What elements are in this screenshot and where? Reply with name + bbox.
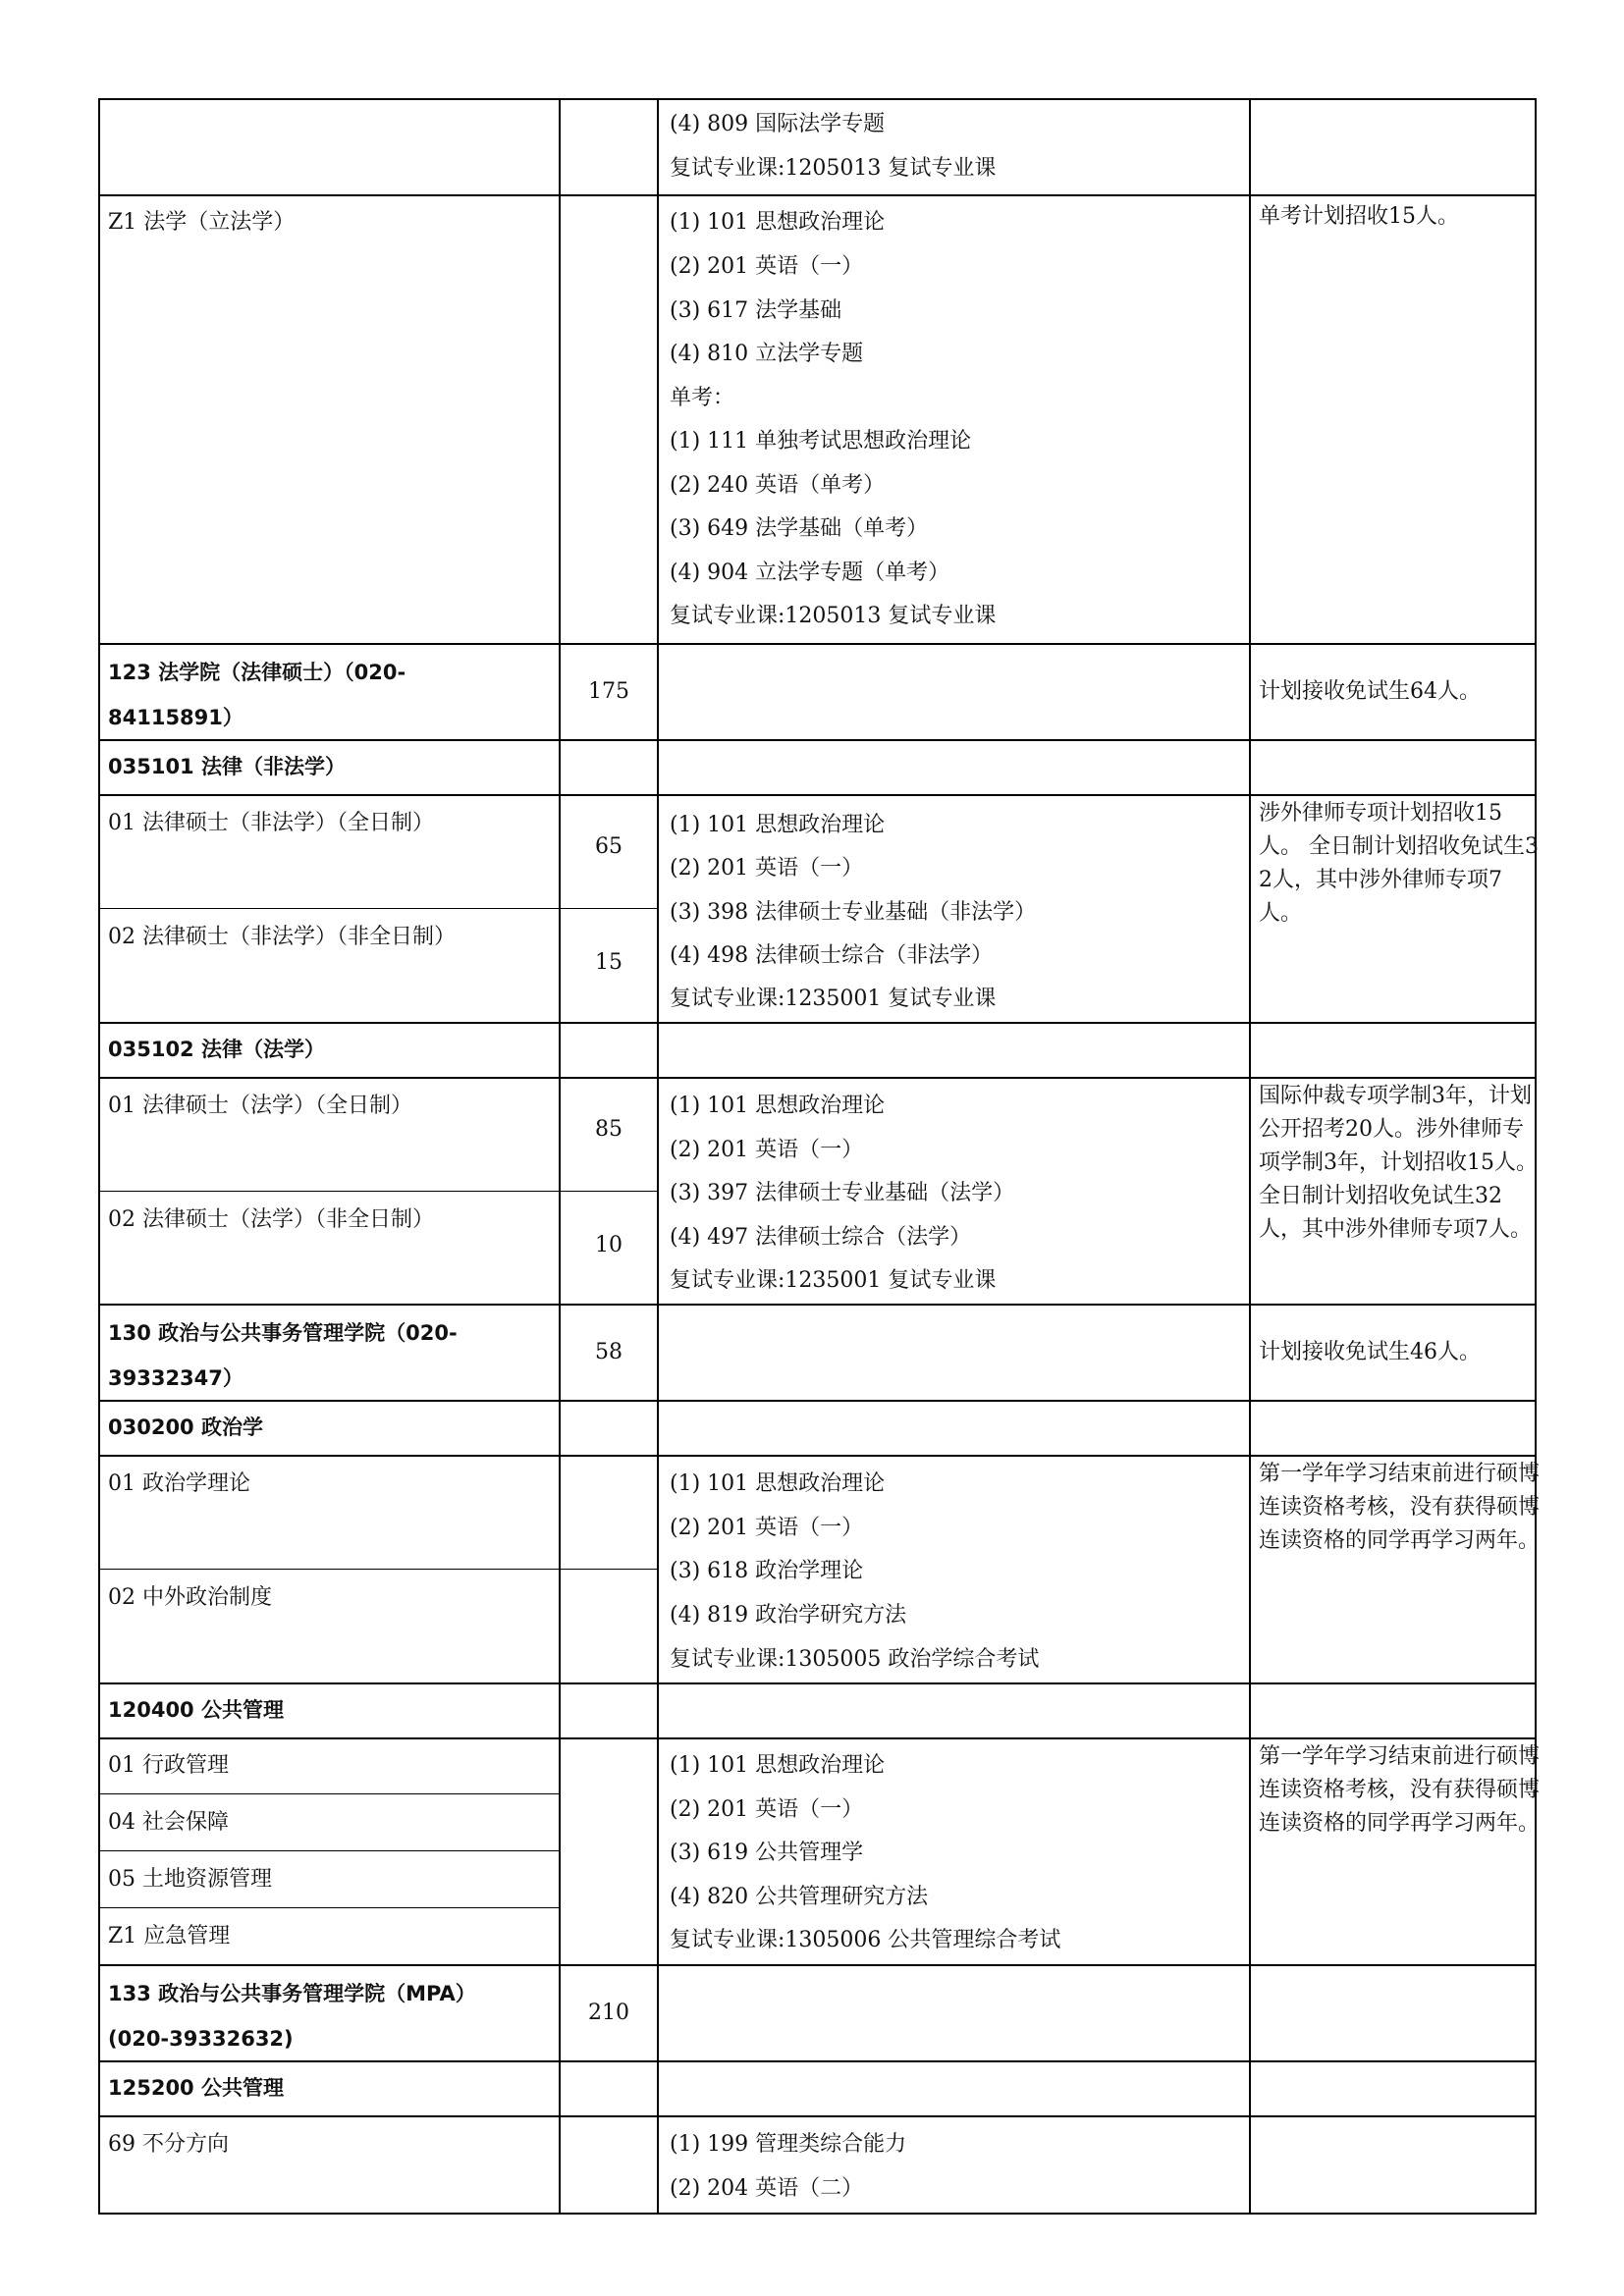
row-line <box>98 2060 1537 2062</box>
divider-col1 <box>559 98 561 2215</box>
college-phone: 39332347） <box>108 1366 244 1390</box>
enrollment-count: 175 <box>588 679 629 704</box>
retest-subject: 复试专业课:1235001 复试专业课 <box>670 1268 997 1293</box>
exam-subject: (2) 240 英语（单考） <box>670 473 886 498</box>
sub-row-line <box>98 1793 559 1794</box>
exam-subject: (3) 619 公共管理学 <box>670 1841 864 1865</box>
major-direction: 02 中外政治制度 <box>108 1585 272 1610</box>
major-code: 030200 政治学 <box>108 1415 263 1439</box>
enrollment-count: 210 <box>588 2001 629 2025</box>
enrollment-count: 58 <box>595 1340 623 1364</box>
row-line <box>98 1304 1537 1306</box>
exam-subject: (2) 201 英语（一） <box>670 1138 864 1162</box>
exam-subject: (4) 819 政治学研究方法 <box>670 1603 907 1628</box>
remark: 国际仲裁专项学制3年，计划公开招考20人。涉外律师专项学制3年，计划招收15人。全日制计划招收免试生32人，其中涉外律师专项7人。 <box>1259 1084 1538 1242</box>
enrollment-count: 65 <box>595 834 623 859</box>
row-line <box>98 2115 1537 2117</box>
row-line <box>98 194 1537 196</box>
major-direction: 05 土地资源管理 <box>108 1867 272 1892</box>
major-direction: 02 法律硕士（法学）（非全日制） <box>108 1207 434 1232</box>
sub-row-line <box>98 908 659 909</box>
major-code: 125200 公共管理 <box>108 2076 284 2100</box>
exam-subject: (3) 649 法学基础（单考） <box>670 516 929 541</box>
exam-subject: (2) 201 英语（一） <box>670 254 864 279</box>
admission-table <box>98 98 1541 2215</box>
retest-subject: 复试专业课:1205013 复试专业课 <box>670 156 997 181</box>
retest-subject: 复试专业课:1305005 政治学综合考试 <box>670 1647 1040 1672</box>
major-direction: 01 政治学理论 <box>108 1471 250 1496</box>
sub-row-line <box>98 1569 659 1570</box>
major-direction: 02 法律硕士（非法学）（非全日制） <box>108 925 456 949</box>
major-direction: Z1 法学（立法学） <box>108 210 296 235</box>
remark: 计划接收免试生46人。 <box>1259 1340 1481 1364</box>
enrollment-count: 85 <box>595 1117 623 1142</box>
retest-subject: 复试专业课:1305006 公共管理综合考试 <box>670 1928 1061 1952</box>
college-phone: (020-39332632) <box>108 2027 294 2051</box>
border-left <box>98 98 100 2215</box>
exam-subject: (1) 101 思想政治理论 <box>670 813 886 837</box>
border-top <box>98 98 1537 100</box>
major-code: 035102 法律（法学） <box>108 1038 325 1061</box>
exam-subject: (4) 809 国际法学专题 <box>670 112 886 136</box>
exam-subject: (2) 201 英语（一） <box>670 856 864 881</box>
exam-subject: (4) 820 公共管理研究方法 <box>670 1885 929 1909</box>
row-line <box>98 1455 1537 1457</box>
exam-subject: (1) 101 思想政治理论 <box>670 1753 886 1778</box>
sub-row-line <box>98 1850 559 1851</box>
row-line <box>98 1077 1537 1079</box>
college-name: 133 政治与公共事务管理学院（MPA） <box>108 1982 476 2005</box>
row-line <box>98 1022 1537 1024</box>
major-direction: 01 行政管理 <box>108 1753 229 1778</box>
exam-subject: (3) 398 法律硕士专业基础（非法学） <box>670 900 1037 925</box>
major-code: 035101 法律（非法学） <box>108 755 346 778</box>
major-direction: 04 社会保障 <box>108 1810 229 1835</box>
college-name: 123 法学院（法律硕士）（020- <box>108 661 406 684</box>
row-line <box>98 1737 1537 1739</box>
remark: 第一学年学习结束前进行硕博连读资格考核，没有获得硕博连读资格的同学再学习两年。 <box>1259 1462 1541 1553</box>
exam-subject: (1) 101 思想政治理论 <box>670 210 886 235</box>
row-line <box>98 1964 1537 1966</box>
sub-row-line <box>98 1907 559 1908</box>
remark: 第一学年学习结束前进行硕博连读资格考核，没有获得硕博连读资格的同学再学习两年。 <box>1259 1744 1541 1836</box>
border-bottom <box>98 2213 1537 2215</box>
remark: 涉外律师专项计划招收15人。 全日制计划招收免试生32人，其中涉外律师专项7人。 <box>1259 801 1539 926</box>
exam-subject: (1) 199 管理类综合能力 <box>670 2132 907 2157</box>
divider-col2 <box>657 98 659 2215</box>
exam-subject: (2) 201 英语（一） <box>670 1516 864 1540</box>
exam-subject: (3) 617 法学基础 <box>670 298 842 323</box>
college-name: 130 政治与公共事务管理学院（020- <box>108 1321 458 1345</box>
exam-subject: (4) 810 立法学专题 <box>670 342 864 366</box>
remark: 计划接收免试生64人。 <box>1259 679 1481 704</box>
exam-subject: (3) 618 政治学理论 <box>670 1559 864 1583</box>
college-phone: 84115891） <box>108 706 244 729</box>
exam-subject: 单考： <box>670 386 735 410</box>
divider-col3 <box>1249 98 1251 2215</box>
retest-subject: 复试专业课:1205013 复试专业课 <box>670 604 997 628</box>
sub-row-line <box>98 1191 659 1192</box>
exam-subject: (1) 101 思想政治理论 <box>670 1471 886 1496</box>
retest-subject: 复试专业课:1235001 复试专业课 <box>670 987 997 1011</box>
exam-subject: (3) 397 法律硕士专业基础（法学） <box>670 1181 1015 1205</box>
exam-subject: (1) 111 单独考试思想政治理论 <box>670 429 972 454</box>
major-direction: Z1 应急管理 <box>108 1924 231 1949</box>
enrollment-count: 15 <box>595 950 623 975</box>
row-line <box>98 1400 1537 1402</box>
remark: 单考计划招收15人。 <box>1259 204 1459 229</box>
major-direction: 01 法律硕士（法学）（全日制） <box>108 1094 412 1118</box>
exam-subject: (4) 498 法律硕士综合（非法学） <box>670 943 994 968</box>
exam-subject: (1) 101 思想政治理论 <box>670 1094 886 1118</box>
row-line <box>98 739 1537 741</box>
row-line <box>98 643 1537 645</box>
major-direction: 01 法律硕士（非法学）（全日制） <box>108 811 434 835</box>
major-direction: 69 不分方向 <box>108 2132 229 2157</box>
row-line <box>98 1682 1537 1684</box>
exam-subject: (4) 904 立法学专题（单考） <box>670 561 950 585</box>
major-code: 120400 公共管理 <box>108 1698 284 1722</box>
exam-subject: (2) 201 英语（一） <box>670 1797 864 1822</box>
enrollment-count: 10 <box>595 1233 623 1257</box>
row-line <box>98 794 1537 796</box>
exam-subject: (2) 204 英语（二） <box>670 2176 864 2201</box>
exam-subject: (4) 497 法律硕士综合（法学） <box>670 1225 972 1250</box>
